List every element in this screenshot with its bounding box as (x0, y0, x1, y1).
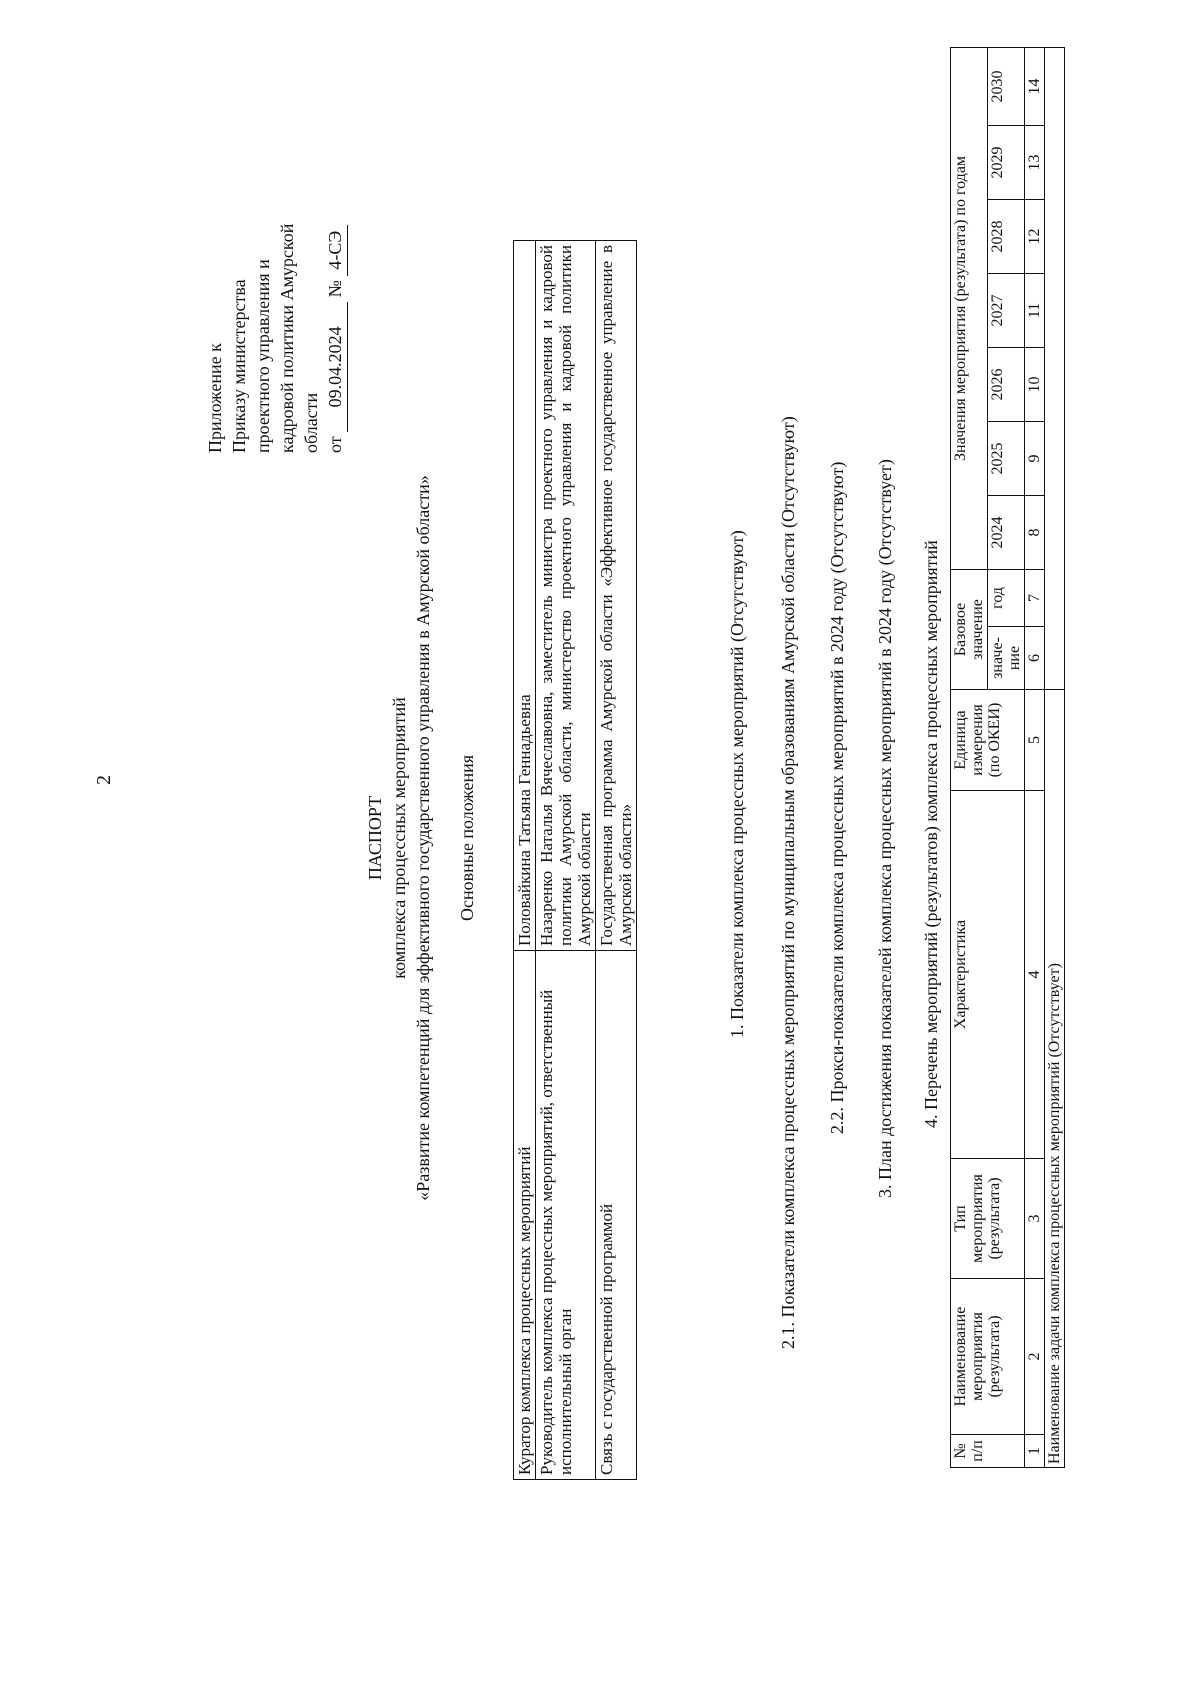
column-number-cell: 3 (1025, 1159, 1045, 1279)
appendix-line: кадровой политики Амурской (277, 223, 297, 453)
row-label: Куратор комплекса процессных мероприятий (514, 951, 536, 1480)
year-cell: 2029 (988, 125, 1025, 199)
header-cell-name: Наименование мероприятия (результата) (951, 1279, 1025, 1435)
column-number-cell: 4 (1025, 791, 1045, 1159)
section-2-1-heading: 2.1. Показатели комплекса процессных мероприятий по муниципальным образованиям Амурской области (Отсутствуют) (778, 416, 798, 1349)
appendix-note (203, 224, 348, 453)
column-number-cell: 10 (1025, 347, 1045, 421)
section-2-2-heading: 2.2. Прокси-показатели комплекса процессных мероприятий в 2024 году (Отсутствуют) (827, 461, 847, 1134)
basic-provisions-table (513, 240, 637, 1480)
document-title (363, 338, 435, 1338)
page-number: 2 (93, 775, 115, 785)
number-label: № (325, 280, 345, 298)
year-cell: 2025 (988, 421, 1025, 495)
appendix-line: Приказу министерства (229, 279, 249, 453)
year-cell: 2027 (988, 273, 1025, 347)
table-row (536, 241, 596, 1480)
order-date: 09.04.2024 (323, 302, 348, 432)
section-subtitle: Основные положения (457, 755, 477, 921)
section-4-heading: 4. Перечень мероприятий (результатов) комплекса процессных мероприятий (921, 540, 941, 1128)
row-label: Руководитель комплекса процессных мероприятий, ответственный исполнительный орган (536, 951, 596, 1480)
header-cell-characteristic: Характеристика (951, 791, 1025, 1159)
year-cell: 2026 (988, 347, 1025, 421)
column-number-cell: 8 (1025, 495, 1045, 569)
title-line: ПАСПОРТ (365, 795, 385, 881)
order-number: 4-СЭ (323, 225, 348, 276)
task-row (1045, 47, 1065, 1467)
column-number-cell: 7 (1025, 569, 1045, 626)
table-row (596, 241, 637, 1480)
column-number-cell: 6 (1025, 627, 1045, 690)
row-label: Связь с государственной программой (596, 951, 637, 1480)
section-1-heading: 1. Показатели комплекса процессных мероприятий (Отсутствуют) (727, 530, 747, 1038)
task-name-cell: Наименование задачи комплекса процессных мероприятий (Отсутствует) (1045, 690, 1065, 1468)
column-number-cell: 13 (1025, 125, 1045, 199)
appendix-line: проектного управления и (253, 259, 273, 453)
section-3-heading: 3. План достижения показателей комплекса процессных мероприятий в 2024 году (Отсутствует) (875, 459, 895, 1198)
header-cell-base: Базовое значение (951, 569, 988, 689)
header-cell-values-by-year: Значения мероприятия (результата) по годам (951, 47, 988, 569)
from-label: от (325, 436, 345, 453)
row-value: Назаренко Наталья Вячеславовна, заместитель министра проектного управления и кадровой политики Амурской области, министерство проектного управления и кадровой политики Амурской области (536, 241, 596, 951)
row-value: Государственная программа Амурской области «Эффективное государственное управление в Амурской области» (596, 241, 637, 951)
header-cell-num: № п/п (951, 1435, 1025, 1468)
appendix-date-line (323, 224, 348, 453)
column-number-row (1025, 47, 1045, 1467)
column-number-cell: 11 (1025, 273, 1045, 347)
events-table (950, 47, 1065, 1468)
header-cell-type: Тип мероприятия (результата) (951, 1159, 1025, 1279)
year-cell: 2030 (988, 47, 1025, 125)
title-line: комплекса процессных мероприятий (389, 697, 409, 979)
column-number-cell: 2 (1025, 1279, 1045, 1435)
header-cell-base-value: значе-ние (988, 627, 1025, 690)
header-cell-base-year: год (988, 569, 1025, 626)
column-number-cell: 5 (1025, 690, 1045, 791)
header-row (951, 47, 988, 1467)
appendix-line: Приложение к (205, 343, 225, 453)
column-number-cell: 1 (1025, 1435, 1045, 1468)
row-value: Половайкина Татьяна Геннадьевна (514, 241, 536, 951)
column-number-cell: 12 (1025, 199, 1045, 273)
title-line: «Развитие компетенций для эффективного государственного управления в Амурской области» (413, 475, 433, 1201)
column-number-cell: 14 (1025, 47, 1045, 125)
column-number-cell: 9 (1025, 421, 1045, 495)
header-cell-unit: Единица измерения (по ОКЕИ) (951, 690, 1025, 791)
year-cell: 2028 (988, 199, 1025, 273)
task-empty-cell (1045, 47, 1065, 689)
appendix-line: области (301, 392, 321, 453)
year-cell: 2024 (988, 495, 1025, 569)
table-row (514, 241, 536, 1480)
